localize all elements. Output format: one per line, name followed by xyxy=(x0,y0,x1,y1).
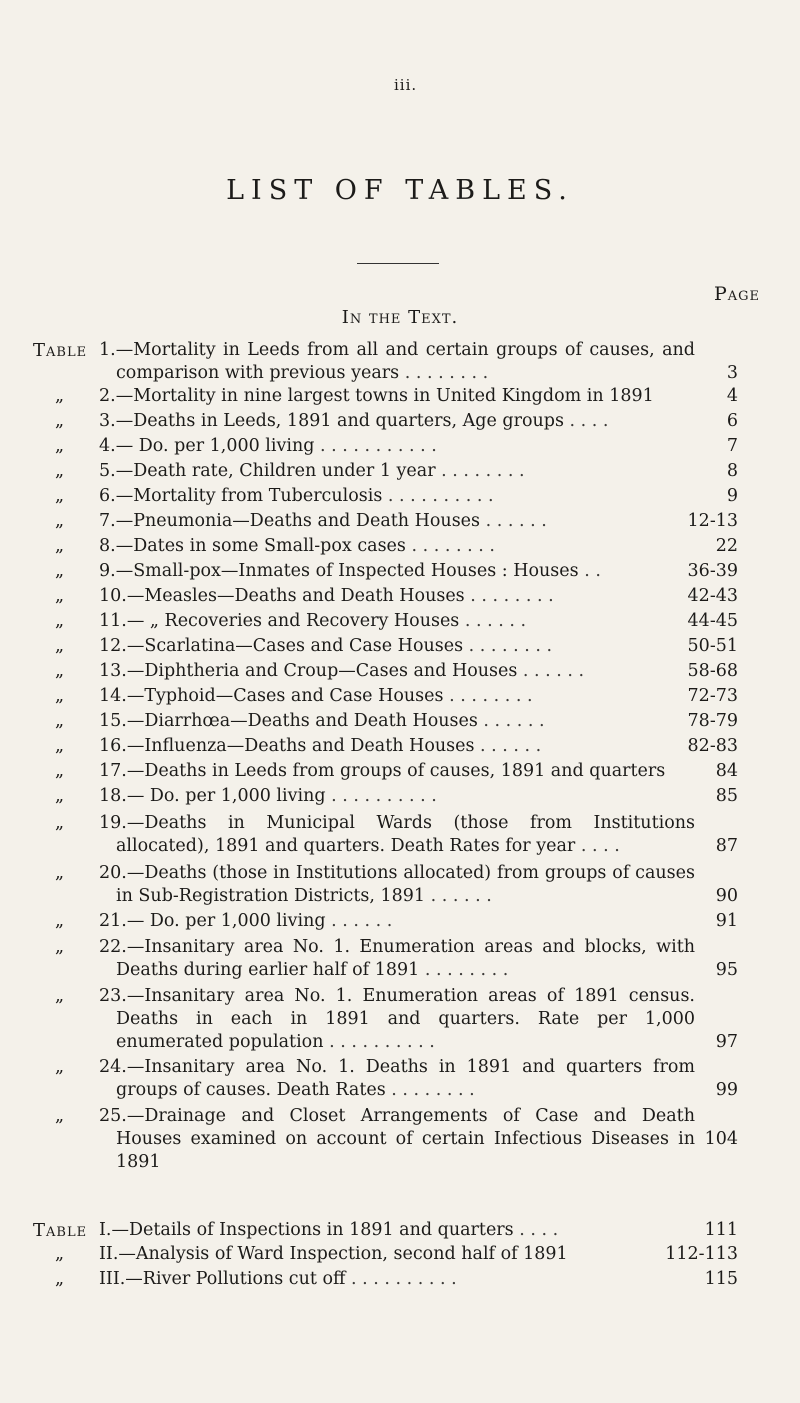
entry-prefix: „ xyxy=(55,536,65,556)
entry-title-text: 2.—Mortality in nine largest towns in United Kingdom in 1891 xyxy=(99,386,654,406)
entry-leader-dots: . . . . . . . . xyxy=(391,1080,475,1100)
entry-page: 9 xyxy=(726,486,738,506)
entry-page: 99 xyxy=(715,1080,738,1100)
entry-title-text: 22.—Insanitary area No. 1. Enumeration areas and blocks, with Deaths during earlier half of 1891 xyxy=(99,937,695,980)
entry-leader-dots: . . . . . . . . . . . xyxy=(320,436,437,456)
entry-title xyxy=(99,485,695,508)
entry-page: 12-13 xyxy=(687,511,738,531)
page-title: LIST OF TABLES. xyxy=(226,175,574,206)
entry-prefix: „ xyxy=(55,561,65,581)
title-divider xyxy=(357,263,439,264)
entry-title xyxy=(99,535,695,558)
entry-title xyxy=(99,510,695,533)
entry-prefix: „ xyxy=(55,1106,65,1126)
entry-prefix: „ xyxy=(55,636,65,656)
entry-leader-dots: . . . . . . xyxy=(464,611,527,631)
entry-page: 111 xyxy=(704,1220,738,1240)
entry-title-text: 9.—Small-pox—Inmates of Inspected Houses : Houses xyxy=(99,561,579,581)
entry-title xyxy=(99,660,695,683)
entry-title-text: 13.—Diphtheria and Croup—Cases and Houses xyxy=(99,661,518,681)
entry-title xyxy=(99,812,695,858)
entry-page: 115 xyxy=(704,1269,738,1289)
entry-prefix: „ xyxy=(55,1057,65,1077)
entry-title xyxy=(99,760,695,783)
entry-title-text: 24.—Insanitary area No. 1. Deaths in 1891 and quarters from groups of causes. Death Rates xyxy=(99,1057,695,1100)
entry-prefix: „ xyxy=(55,461,65,481)
entry-prefix: „ xyxy=(55,786,65,806)
entry-leader-dots: . . . . xyxy=(519,1220,559,1240)
entry-page: 7 xyxy=(726,436,738,456)
entry-title-text: 15.—Diarrhœa—Deaths and Death Houses xyxy=(99,711,478,731)
entry-title xyxy=(99,862,695,908)
entry-leader-dots: . . . . . . . . xyxy=(449,686,533,706)
entry-page: 112-113 xyxy=(665,1244,738,1264)
entry-prefix: „ xyxy=(55,711,65,731)
entry-leader-dots: . . . . . . xyxy=(480,736,542,756)
entry-title-text: 10.—Measles—Deaths and Death Houses xyxy=(99,586,465,606)
entry-leader-dots: . . . . xyxy=(569,411,609,431)
entry-prefix: „ xyxy=(55,986,65,1006)
entry-prefix: „ xyxy=(55,486,65,506)
entry-page: 44-45 xyxy=(687,611,738,631)
entry-title-text: 8.—Dates in some Small-pox cases xyxy=(99,536,406,556)
entry-leader-dots: . . . . . . . . . . xyxy=(387,486,494,506)
entry-page: 87 xyxy=(715,836,738,856)
entry-title xyxy=(99,435,695,458)
entry-prefix: „ xyxy=(55,511,65,531)
entry-leader-dots: . . . . . . xyxy=(485,511,547,531)
entry-page: 22 xyxy=(715,536,738,556)
entry-leader-dots: . . . . . . . . xyxy=(424,960,509,980)
entry-title-text: 5.—Death rate, Children under 1 year xyxy=(99,461,436,481)
entry-page: 97 xyxy=(715,1032,738,1052)
entry-page: 78-79 xyxy=(687,711,738,731)
entry-leader-dots: . . . . . . xyxy=(483,711,545,731)
entry-title-text: I.—Details of Inspections in 1891 and quarters xyxy=(99,1220,514,1240)
entry-title xyxy=(99,385,695,408)
entry-leader-dots: . . . . . . . . xyxy=(441,461,525,481)
entry-prefix: Table xyxy=(33,1220,88,1241)
entry-page: 104 xyxy=(704,1129,738,1149)
entry-leader-dots: . . xyxy=(584,561,601,581)
entry-title-text: 12.—Scarlatina—Cases and Case Houses xyxy=(99,636,464,656)
entry-leader-dots: . . . . . . . . xyxy=(468,636,553,656)
entry-title xyxy=(99,585,695,608)
entry-page: 4 xyxy=(726,386,738,406)
entry-prefix: Table xyxy=(33,340,88,361)
entry-page: 50-51 xyxy=(687,636,738,656)
entry-prefix: „ xyxy=(55,761,65,781)
entry-page: 91 xyxy=(715,911,738,931)
entry-title xyxy=(99,560,695,583)
entry-prefix: „ xyxy=(55,813,65,833)
entry-title-text: 11.— „ Recoveries and Recovery Houses xyxy=(99,611,460,631)
entry-title xyxy=(99,410,695,433)
entry-leader-dots: . . . . . . xyxy=(522,661,585,681)
entry-title-text: 25.—Drainage and Closet Arrangements of Case and Death Houses examined on account of certain Infectious Diseases in 1891 xyxy=(99,1106,695,1172)
entry-prefix: „ xyxy=(55,436,65,456)
entry-title-text: II.—Analysis of Ward Inspection, second half of 1891 xyxy=(99,1244,568,1264)
entry-leader-dots: . . . . . . . . . . xyxy=(329,1032,435,1052)
entry-page: 84 xyxy=(715,761,738,781)
entry-prefix: „ xyxy=(55,1269,65,1289)
entry-title-text: 17.—Deaths in Leeds from groups of causes, 1891 and quarters xyxy=(99,761,666,781)
entry-page: 42-43 xyxy=(687,586,738,606)
entry-title xyxy=(99,1243,695,1266)
entry-title xyxy=(99,1268,695,1291)
entry-page: 72-73 xyxy=(687,686,738,706)
entry-title xyxy=(99,936,695,982)
entry-title-text: 23.—Insanitary area No. 1. Enumeration areas of 1891 census. Deaths in each in 1891 and quarters. Rate per 1,000 enumerated population xyxy=(99,986,695,1052)
section-heading-in-the-text: In the Text. xyxy=(341,307,459,328)
entry-title-text: 18.— Do. per 1,000 living xyxy=(99,786,326,806)
entry-title-text: 16.—Influenza—Deaths and Death Houses xyxy=(99,736,475,756)
entry-prefix: „ xyxy=(55,1244,65,1264)
entry-title xyxy=(99,610,695,633)
entry-title xyxy=(99,785,695,808)
entry-title-text: 7.—Pneumonia—Deaths and Death Houses xyxy=(99,511,481,531)
entry-page: 95 xyxy=(715,960,738,980)
entry-leader-dots: . . . . . . . . . . xyxy=(331,786,437,806)
entry-title-text: 20.—Deaths (those in Institutions allocated) from groups of causes in Sub-Registration Districts, 1891 xyxy=(99,863,695,906)
entry-prefix: „ xyxy=(55,911,65,931)
entry-title xyxy=(99,735,695,758)
entry-title xyxy=(99,685,695,708)
entry-page: 6 xyxy=(726,411,738,431)
entry-prefix: „ xyxy=(55,411,65,431)
page-number: iii. xyxy=(394,76,418,94)
entry-prefix: „ xyxy=(55,611,65,631)
entry-prefix: „ xyxy=(55,863,65,883)
entry-prefix: „ xyxy=(55,686,65,706)
entry-leader-dots: . . . . . . . . xyxy=(470,586,554,606)
entry-title xyxy=(99,635,695,658)
entry-prefix: „ xyxy=(55,586,65,606)
entry-leader-dots: . . . . . . . . xyxy=(404,363,489,383)
entry-prefix: „ xyxy=(55,937,65,957)
entry-title-text: 14.—Typhoid—Cases and Case Houses xyxy=(99,686,444,706)
entry-title-text: 4.— Do. per 1,000 living xyxy=(99,436,315,456)
entry-page: 90 xyxy=(715,886,738,906)
entry-title-text: 21.— Do. per 1,000 living xyxy=(99,911,326,931)
page-column-heading: Page xyxy=(713,283,760,305)
entry-title xyxy=(99,910,695,933)
entry-page: 82-83 xyxy=(687,736,738,756)
entry-page: 85 xyxy=(715,786,738,806)
entry-page: 3 xyxy=(726,363,738,383)
entry-page: 58-68 xyxy=(687,661,738,681)
entry-title xyxy=(99,1219,695,1242)
entry-title xyxy=(99,1056,695,1102)
entry-leader-dots: . . . . xyxy=(580,836,620,856)
entry-title xyxy=(99,339,695,385)
entry-leader-dots: . . . . . . xyxy=(430,886,492,906)
entry-title xyxy=(99,985,695,1054)
entry-title-text: III.—River Pollutions cut off xyxy=(99,1269,346,1289)
entry-title-text: 1.—Mortality in Leeds from all and certain groups of causes, and comparison with previous years xyxy=(99,340,695,383)
entry-leader-dots: . . . . . . . . xyxy=(411,536,495,556)
entry-prefix: „ xyxy=(55,386,65,406)
entry-title-text: 6.—Mortality from Tuberculosis xyxy=(99,486,383,506)
entry-leader-dots: . . . . . . . . . . xyxy=(351,1269,457,1289)
entry-prefix: „ xyxy=(55,736,65,756)
entry-title xyxy=(99,1105,695,1174)
entry-title xyxy=(99,710,695,733)
entry-page: 8 xyxy=(726,461,738,481)
entry-leader-dots: . . . . . . xyxy=(331,911,393,931)
entry-title-text: 19.—Deaths in Municipal Wards (those from Institutions allocated), 1891 and quarters. Death Rates for year xyxy=(99,813,695,856)
entry-title-text: 3.—Deaths in Leeds, 1891 and quarters, Age groups xyxy=(99,411,564,431)
entry-title xyxy=(99,460,695,483)
entry-prefix: „ xyxy=(55,661,65,681)
entry-page: 36-39 xyxy=(687,561,738,581)
